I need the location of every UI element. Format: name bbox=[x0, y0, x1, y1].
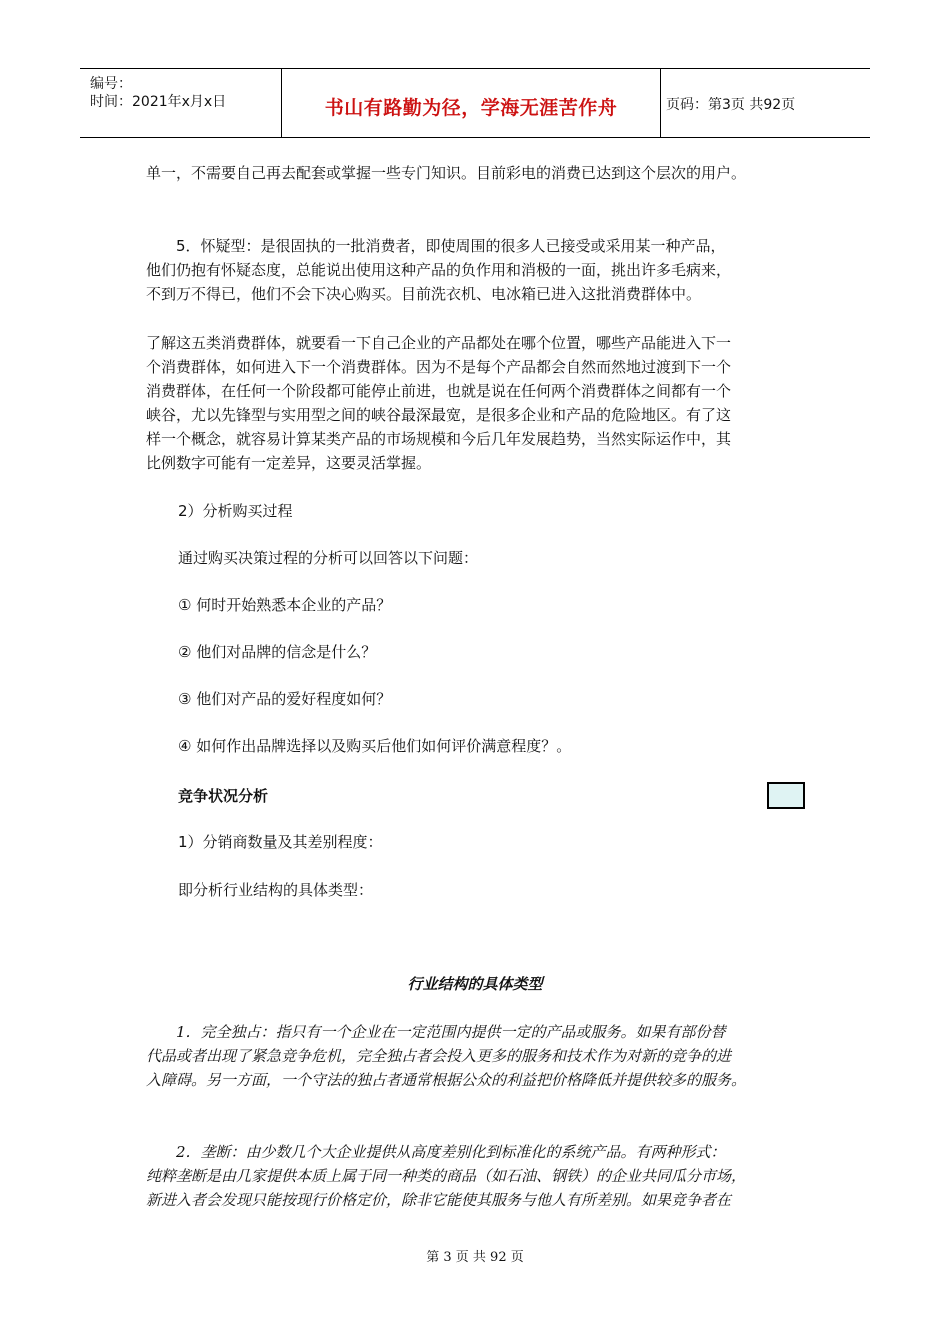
paragraph-line: 了解这五类消费群体，就要看一下自己企业的产品都处在哪个位置，哪些产品能进入下一 bbox=[146, 334, 732, 352]
motto: 书山有路勤为径，学海无涯苦作舟 bbox=[324, 97, 618, 119]
number-label: 编号： bbox=[90, 76, 132, 92]
paragraph-line: 1．完全独占：指只有一个企业在一定范围内提供一定的产品或服务。如果有部份替 bbox=[176, 1023, 726, 1041]
header-right-cell bbox=[660, 69, 870, 137]
text-box-frame bbox=[767, 782, 805, 809]
paragraph-line: 新进入者会发现只能按现行价格定价，除非它能使其服务与他人有所差别。如果竞争者在 bbox=[146, 1191, 732, 1209]
paragraph-line: 个消费群体，如何进入下一个消费群体。因为不是每个产品都会自然而然地过渡到下一个 bbox=[146, 358, 732, 376]
paragraph-line: 5．怀疑型：是很固执的一批消费者，即使周围的很多人已接受或采用某一种产品， bbox=[176, 237, 726, 255]
section-heading: 竞争状况分析 bbox=[178, 787, 269, 805]
paragraph-line: 峡谷，尤以先锋型与实用型之间的峡谷最深最宽，是很多企业和产品的危险地区。有了这 bbox=[146, 406, 732, 424]
list-item: ② 他们对品牌的信念是什么？ bbox=[178, 643, 377, 661]
paragraph-line: 通过购买决策过程的分析可以回答以下问题： bbox=[178, 549, 479, 567]
table-title: 行业结构的具体类型 bbox=[407, 975, 543, 993]
paragraph-line: 纯粹垄断是由几家提供本质上属于同一种类的商品（如石油、钢铁）的企业共同瓜分市场， bbox=[146, 1167, 747, 1185]
paragraph-line: 消费群体，在任何一个阶段都可能停止前进，也就是说在任何两个消费群体之间都有一个 bbox=[146, 382, 732, 400]
paragraph-line: 比例数字可能有一定差异，这要灵活掌握。 bbox=[146, 454, 432, 472]
header-motto-cell bbox=[281, 69, 661, 137]
subheading: 2）分析购买过程 bbox=[178, 502, 293, 520]
paragraph-line: 不到万不得已，他们不会下决心购买。目前洗衣机、电冰箱已进入这批消费群体中。 bbox=[146, 285, 702, 303]
subheading: 1）分销商数量及其差别程度： bbox=[178, 833, 383, 851]
page-header bbox=[80, 68, 870, 138]
list-item: ③ 他们对产品的爱好程度如何？ bbox=[178, 690, 392, 708]
page-footer: 第 3 页 共 92 页 bbox=[426, 1250, 524, 1265]
paragraph-line: 即分析行业结构的具体类型： bbox=[178, 881, 374, 899]
header-left-cell bbox=[80, 69, 280, 137]
list-item: ① 何时开始熟悉本企业的产品？ bbox=[178, 596, 392, 614]
paragraph-line: 2．垄断：由少数几个大企业提供从高度差别化到标准化的系统产品。有两种形式： bbox=[176, 1143, 726, 1161]
paragraph-line: 他们仍抱有怀疑态度，总能说出使用这种产品的负作用和消极的一面，挑出许多毛病来， bbox=[146, 261, 732, 279]
paragraph-line: 单一，不需要自己再去配套或掌握一些专门知识。目前彩电的消费已达到这个层次的用户。 bbox=[146, 164, 747, 182]
page-label: 页码：第3页 共92页 bbox=[666, 97, 796, 113]
list-item: ④ 如何作出品牌选择以及购买后他们如何评价满意程度？。 bbox=[178, 737, 572, 755]
paragraph-line: 入障碍。另一方面，一个守法的独占者通常根据公众的利益把价格降低并提供较多的服务。 bbox=[146, 1071, 747, 1089]
paragraph-line: 样一个概念，就容易计算某类产品的市场规模和今后几年发展趋势，当然实际运作中，其 bbox=[146, 430, 732, 448]
time-label: 时间：2021年x月x日 bbox=[90, 94, 227, 110]
paragraph-line: 代品或者出现了紧急竞争危机，完全独占者会投入更多的服务和技术作为对新的竞争的进 bbox=[146, 1047, 732, 1065]
